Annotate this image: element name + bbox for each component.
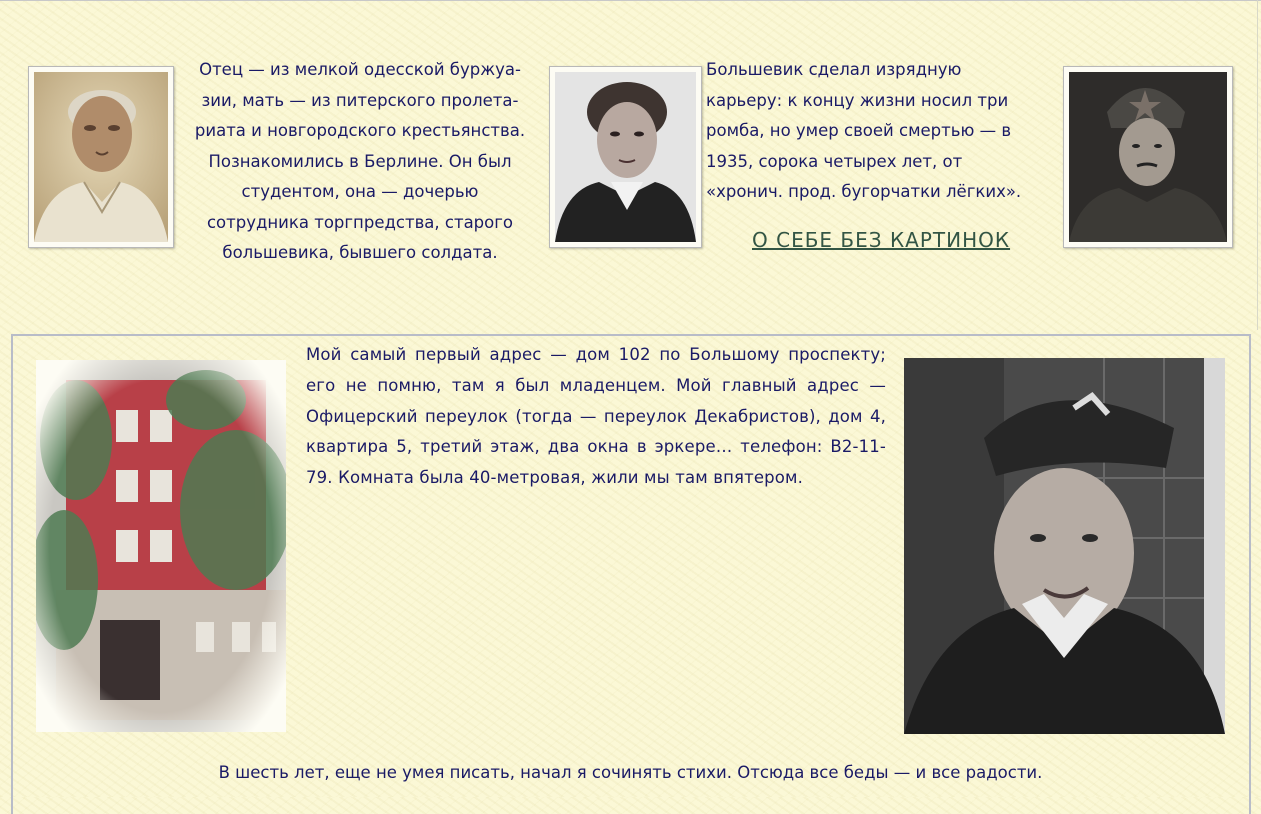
father-caption [182,55,538,269]
right-divider [1257,0,1258,330]
caption-line: зии, мать — из питерского пролета- [201,90,519,110]
address-paragraph: Мой самый первый адрес — дом 102 по Большому проспекту; его не помню, там я был младенцем. Мой главный адрес — Офицерский переулок (тогда — переулок Декабристов), дом 4, квартира 5, третий этаж, два окна в эркере… телефон: В2-11-79. Комната была 40-метровая, жили мы там впятером. [306,345,886,488]
caption-line: Познакомились в Берлине. Он был [208,151,512,171]
child-photo [904,358,1225,734]
caption-line: «хронич. прод. бугорчатки лёгких». [706,182,1022,201]
boy-portrait-image [904,358,1225,734]
mother-portrait-image [555,72,696,242]
caption-line: большевика, бывшего солдата. [222,243,498,262]
caption-line: Отец — из мелкой одесской буржуа- [199,60,521,79]
about-without-pictures-link[interactable]: О СЕБЕ БЕЗ КАРТИНОК [752,228,1011,252]
house-painting-image [36,360,286,732]
father-photo [28,66,174,248]
poems-statement: В шесть лет, еще не умея писать, начал я сочинять стихи. Отсюда все беды — и все радости. [218,763,1043,782]
caption-line: Большевик сделал изрядную [706,60,962,79]
caption-line: риата и новгородского крестьянства. [194,121,526,140]
bolshevik-caption [706,55,1056,208]
father-portrait-image [34,72,168,242]
top-divider [0,0,1261,1]
caption-line: сотрудника торгпредства, старого [206,212,514,232]
mother-photo [549,66,702,248]
caption-line: карьеру: к концу жизни носил три [706,90,1009,110]
caption-line: ромба, но умер своей смертью — в [706,121,1012,140]
caption-line: 1935, сорока четырех лет, от [706,151,963,171]
house-photo [36,360,286,732]
soldier-portrait-image [1069,72,1227,242]
caption-line: студентом, она — дочерью [241,182,479,201]
grandfather-photo [1063,66,1233,248]
